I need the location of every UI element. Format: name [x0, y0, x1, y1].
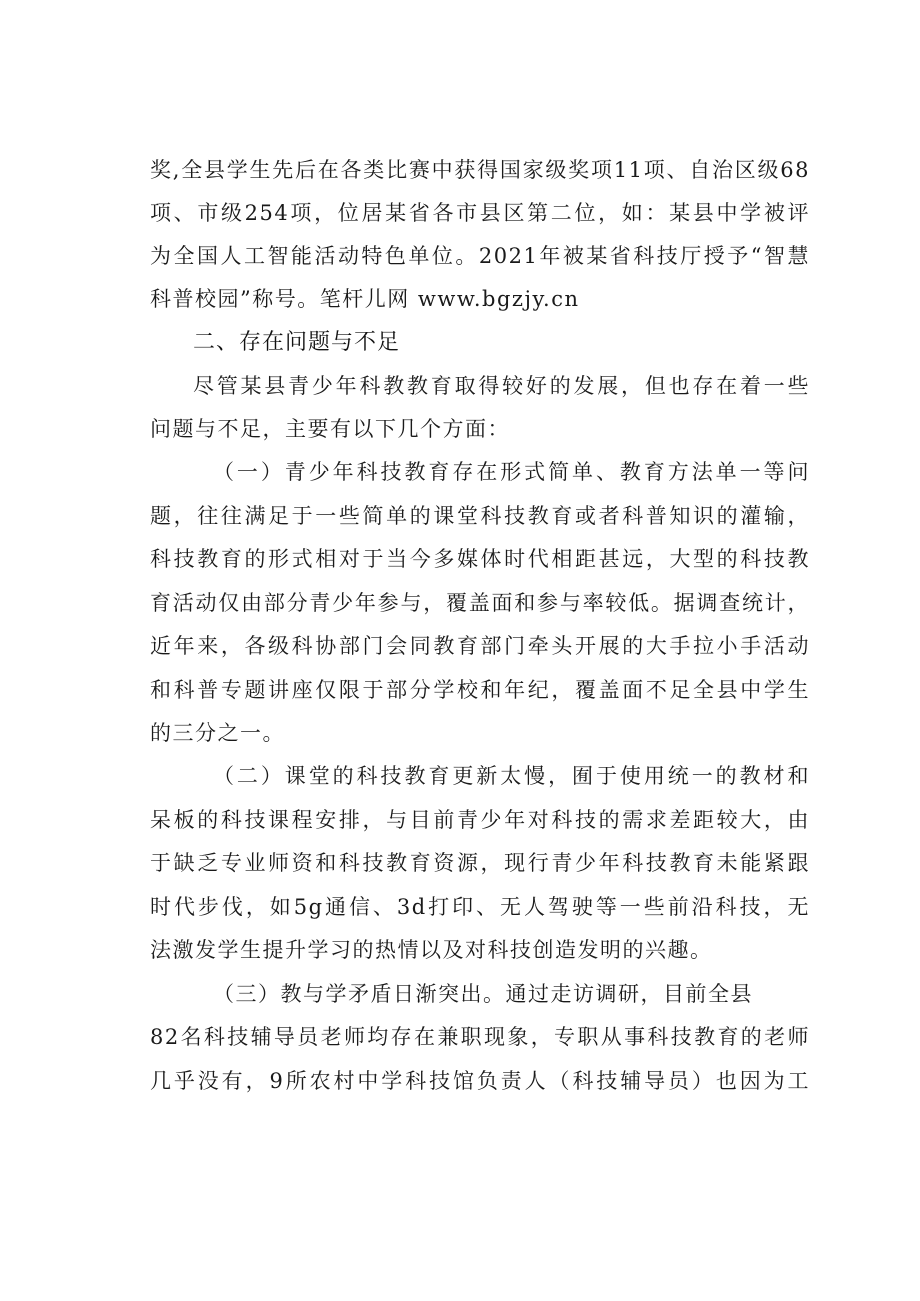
intro-line-1: 奖,全县学生先后在各类比赛中获得国家级奖项11项、自治区级68	[150, 158, 810, 182]
issue1-line-2: 题，往往满足于一些简单的课堂科技教育或者科普知识的灌输，	[150, 504, 810, 528]
issue1-line-3: 科技教育的形式相对于当今多媒体时代相距甚远，大型的科技教	[150, 547, 810, 571]
intro-line-4: 科普校园”称号。笔杆儿网 www.bgzjy.cn	[150, 287, 580, 311]
intro-line-2: 项、市级254项，位居某省各市县区第二位，如：某县中学被评	[150, 201, 810, 225]
section-heading: 二、存在问题与不足	[193, 330, 401, 355]
issue2-line-2: 呆板的科技课程安排，与目前青少年对科技的需求差距较大，由	[150, 808, 810, 832]
issue3-line-2: 82名科技辅导员老师均存在兼职现象，专职从事科技教育的老师	[150, 1025, 810, 1049]
intro-line-3: 为全国人工智能活动特色单位。2021年被某省科技厅授予“智慧	[150, 244, 810, 268]
issue1-line-4: 育活动仅由部分青少年参与，覆盖面和参与率较低。据调查统计，	[150, 591, 810, 615]
issue3-line-1: （三）教与学矛盾日渐突出。通过走访调研，目前全县	[213, 982, 753, 1006]
issue2-line-4: 时代步伐，如5g通信、3d打印、无人驾驶等一些前沿科技，无	[150, 895, 810, 919]
overview-line-1: 尽管某县青少年科教教育取得较好的发展，但也存在着一些	[193, 374, 810, 398]
issue2-line-5: 法激发学生提升学习的热情以及对科技创造发明的兴趣。	[150, 938, 713, 962]
issue1-line-7: 的三分之一。	[150, 721, 285, 745]
issue3-line-3: 几乎没有，9所农村中学科技馆负责人（科技辅导员）也因为工	[150, 1069, 810, 1093]
issue1-line-5: 近年来，各级科协部门会同教育部门牵头开展的大手拉小手活动	[150, 634, 810, 658]
issue2-line-3: 于缺乏专业师资和科技教育资源，现行青少年科技教育未能紧跟	[150, 851, 810, 875]
issue2-line-1: （二）课堂的科技教育更新太慢，囿于使用统一的教材和	[213, 764, 810, 788]
issue1-line-1: （一）青少年科技教育存在形式简单、教育方法单一等问	[213, 460, 810, 484]
issue1-line-6: 和科普专题讲座仅限于部分学校和年纪，覆盖面不足全县中学生	[150, 678, 810, 702]
overview-line-2: 问题与不足，主要有以下几个方面：	[150, 417, 510, 441]
